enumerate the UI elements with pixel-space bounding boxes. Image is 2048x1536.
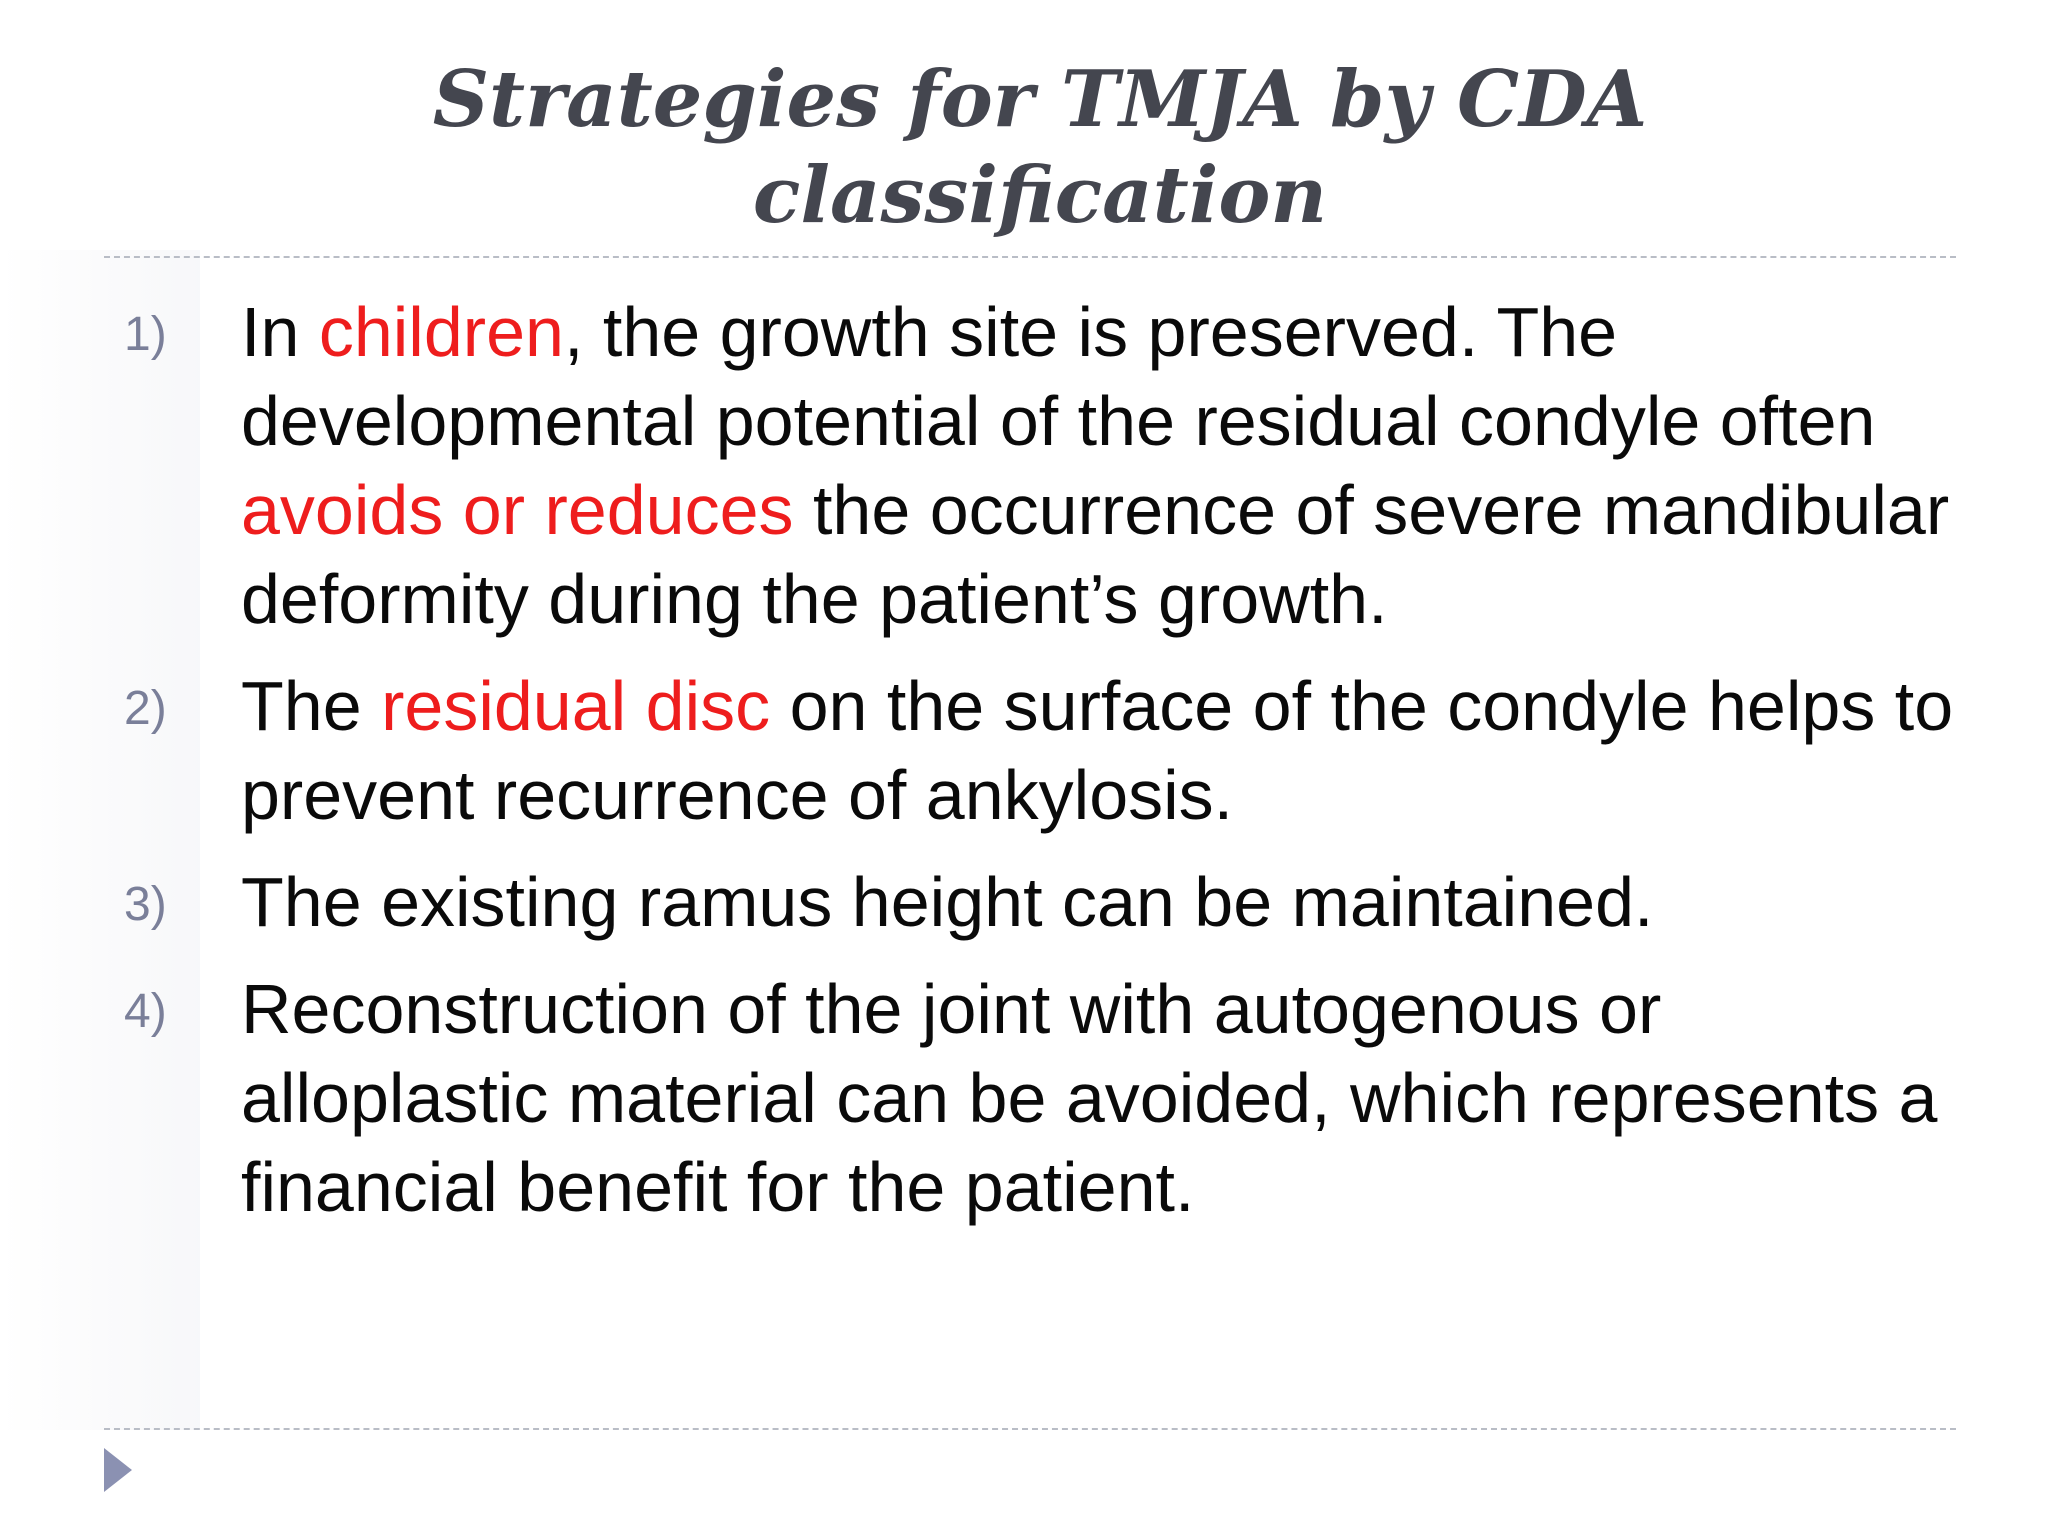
footer-divider	[104, 1428, 1956, 1430]
list-item-text	[241, 970, 1937, 1226]
slide-title	[100, 52, 1980, 244]
list-item	[100, 288, 1960, 644]
highlight-segment: children	[318, 293, 564, 371]
list-item	[100, 965, 1960, 1232]
highlight-segment: avoids or reduces	[241, 471, 794, 549]
text-segment: The	[241, 667, 382, 745]
list-item-text	[241, 293, 1949, 638]
text-segment: The existing ramus height can be maintained.	[241, 863, 1654, 941]
strategy-list	[100, 288, 1960, 1250]
list-item-number: 4)	[124, 985, 167, 1038]
list-item-number: 3)	[124, 878, 167, 931]
text-segment: the occurrence of severe mandibular deformity during the patient’s growth.	[241, 471, 1950, 638]
list-item-text	[241, 667, 1953, 834]
text-segment: In	[241, 293, 319, 371]
title-divider	[104, 256, 1956, 258]
title-line-1: Strategies for TMJA by CDA	[432, 54, 1648, 145]
text-segment: Reconstruction of the joint with autogenous or alloplastic material can be avoided, which represents a financial benefit for the patient.	[241, 970, 1938, 1226]
text-segment: , the growth site is preserved. The developmental potential of the residual condyle often	[241, 293, 1876, 460]
list-item-number: 1)	[124, 308, 167, 361]
list-item	[100, 858, 1960, 947]
list-item-text	[241, 863, 1653, 941]
highlight-segment: residual disc	[381, 667, 771, 745]
list-item-number: 2)	[124, 682, 167, 735]
triangle-right-icon	[104, 1448, 132, 1492]
title-line-2: classification	[752, 150, 1328, 241]
list-item	[100, 662, 1960, 840]
text-segment: on the surface of the condyle helps to prevent recurrence of ankylosis.	[241, 667, 1954, 834]
